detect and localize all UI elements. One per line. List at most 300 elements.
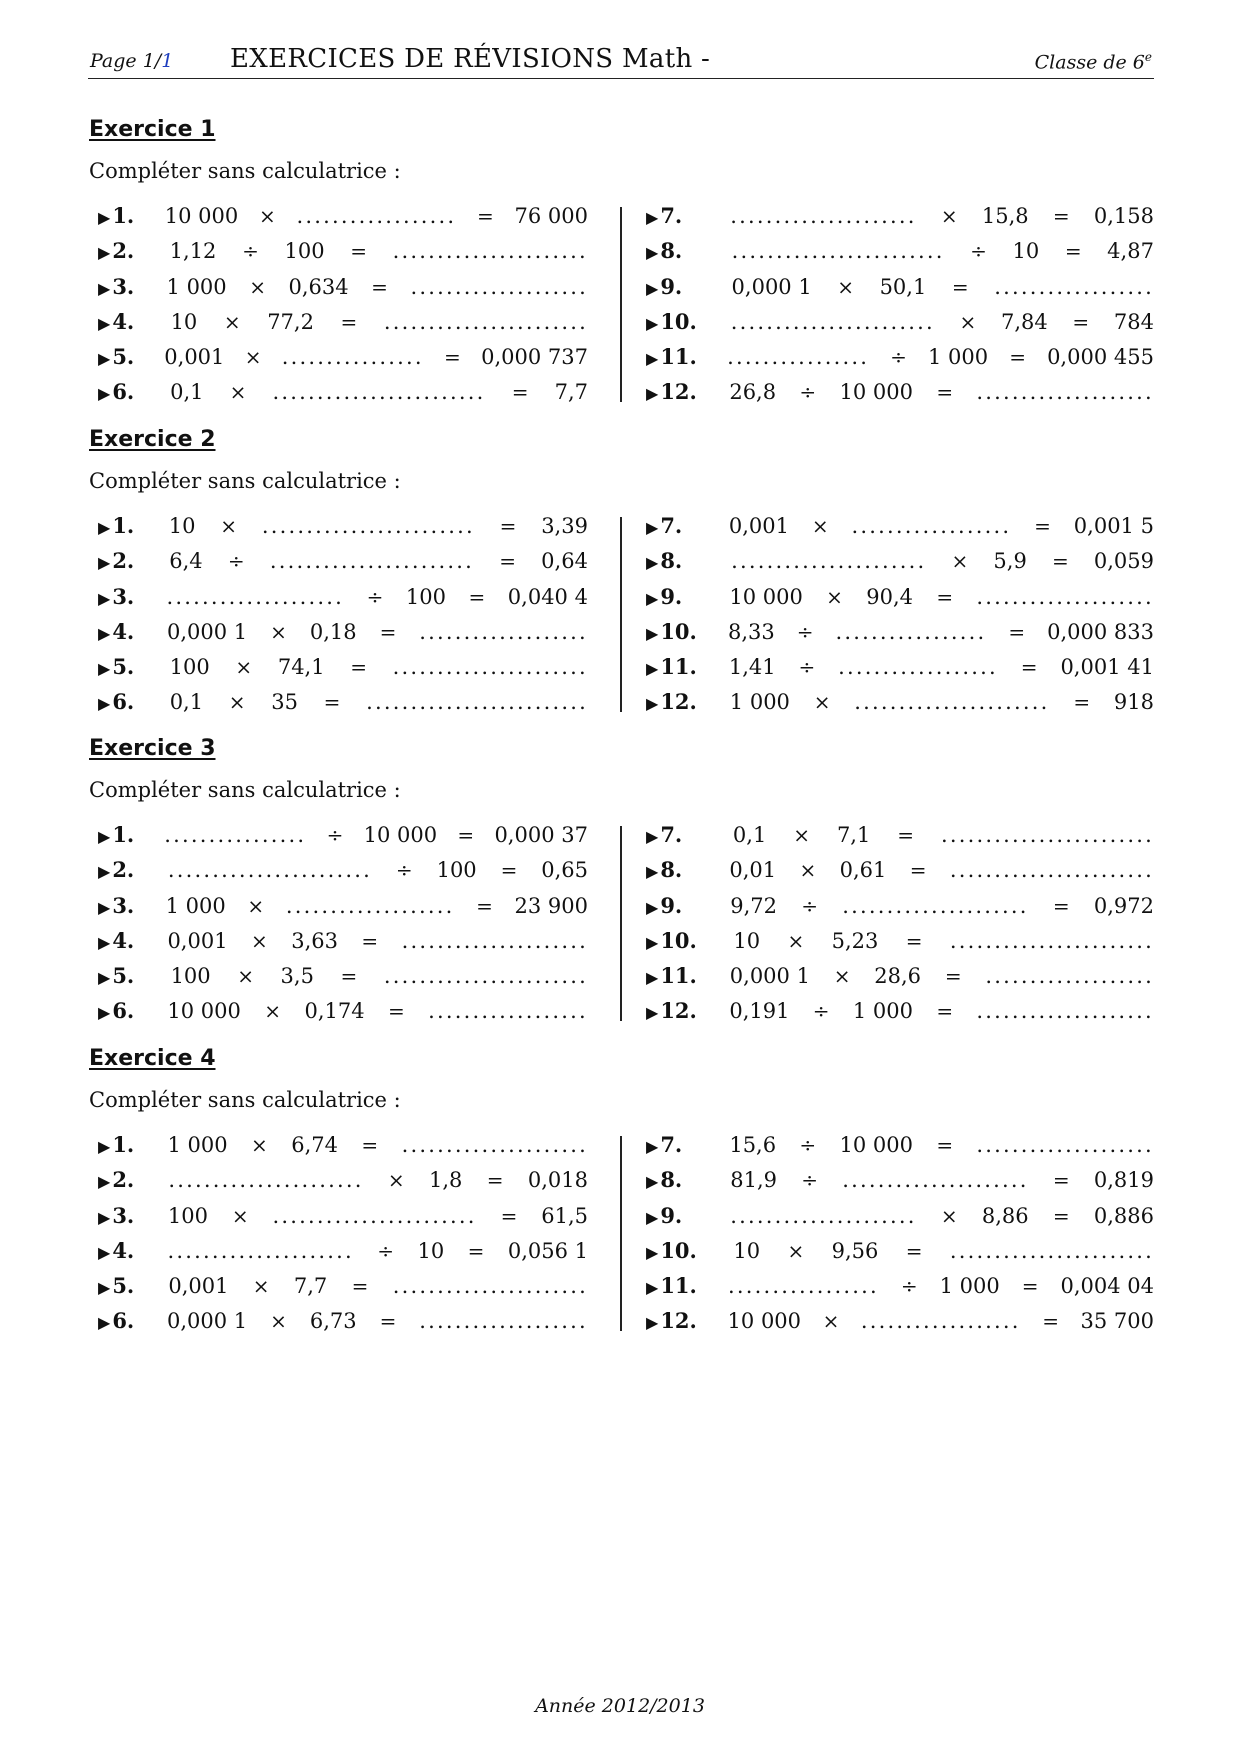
operand-a: 10 (733, 1238, 761, 1263)
operand-a: 1 000 (166, 274, 227, 299)
triangle-bullet-icon: ▶ (646, 862, 659, 882)
exercise-3 (88, 736, 1154, 1066)
triangle-bullet-icon: ▶ (98, 897, 111, 917)
equals-sign: = (1034, 514, 1051, 538)
page-total-link[interactable]: 1 (161, 50, 174, 72)
blank-answer: ........................ (261, 514, 475, 538)
blank-answer: ................ (281, 345, 424, 370)
item-number (646, 654, 706, 679)
operand-a: 1 000 (729, 690, 790, 715)
blank-answer: .................. (428, 999, 588, 1024)
equals-sign: = (1009, 345, 1026, 370)
item-number-text: 10. (660, 308, 697, 334)
triangle-bullet-icon: ▶ (646, 243, 659, 263)
result: 61,5 (541, 1203, 588, 1228)
item-number-text: 7. (660, 822, 683, 847)
operand-b: 1 000 (852, 999, 913, 1024)
operator: ÷ (798, 655, 816, 680)
item-number-text: 9. (660, 1202, 683, 1228)
item-number (646, 584, 706, 609)
item-number (98, 893, 144, 918)
operator: × (249, 274, 266, 299)
operator: × (244, 345, 262, 370)
equals-sign: = (323, 690, 341, 715)
exercise-item (646, 893, 1154, 928)
blank-answer: ....................... (383, 309, 588, 334)
item-number (98, 619, 144, 644)
exercise-item (98, 513, 588, 548)
operator: × (258, 204, 276, 228)
left-column (98, 203, 588, 419)
equals-sign: = (951, 274, 969, 299)
operand-a: 0,000 1 (166, 1309, 248, 1334)
blank-answer: ...................... (392, 1274, 588, 1299)
operator: ÷ (395, 858, 413, 883)
result: 0,158 (1093, 204, 1154, 228)
triangle-bullet-icon: ▶ (98, 278, 111, 298)
triangle-bullet-icon: ▶ (98, 1137, 111, 1156)
blank-answer: ........................ (272, 380, 486, 405)
exercise-item (646, 928, 1154, 963)
result: 0,000 833 (1047, 619, 1154, 644)
item-number (646, 309, 706, 334)
blank-answer: ....................... (269, 549, 474, 574)
item-number-text: 4. (112, 308, 135, 334)
item-number-text: 5. (112, 1273, 135, 1299)
equals-sign: = (1052, 1203, 1070, 1228)
item-number (98, 654, 144, 679)
blank-answer: ...................... (168, 1168, 364, 1193)
column-divider (620, 207, 622, 402)
item-number-text: 9. (660, 892, 683, 918)
item-number-text: 8. (660, 548, 683, 574)
item-number-text: 4. (112, 1237, 135, 1263)
exercise-item (98, 1132, 588, 1167)
item-number-text: 12. (660, 1308, 697, 1334)
item-number-text: 3. (112, 583, 135, 609)
triangle-bullet-icon: ▶ (98, 553, 111, 573)
operand-a: 1 000 (167, 1133, 228, 1157)
exercise-item (646, 379, 1154, 414)
item-number-text: 2. (112, 1167, 135, 1193)
item-number-text: 1. (112, 513, 135, 538)
operand-b: 6,74 (291, 1133, 338, 1157)
operand-b: 35 (271, 690, 298, 715)
triangle-bullet-icon: ▶ (98, 588, 111, 608)
result: 0,886 (1093, 1203, 1154, 1228)
equals-sign: = (909, 858, 927, 883)
operand-a: 0,01 (729, 858, 777, 883)
triangle-bullet-icon: ▶ (646, 1172, 659, 1192)
operator: × (228, 690, 246, 715)
equals-sign: = (1052, 893, 1070, 918)
operator: ÷ (801, 893, 818, 918)
operand-b: 5,23 (831, 928, 879, 953)
exercise-title: Exercice 2 (89, 427, 216, 452)
operator: × (270, 1309, 287, 1334)
item-number (646, 619, 706, 644)
exercise-item (98, 619, 588, 654)
operand-b: 77,2 (267, 309, 314, 334)
operand-b: 7,84 (1000, 309, 1048, 334)
exercise-instruction: Compléter sans calculatrice : (89, 1088, 401, 1112)
operand-a: 1,41 (728, 655, 776, 680)
equals-sign: = (1051, 549, 1069, 574)
exercise-item (98, 893, 588, 928)
operand-b: 0,174 (304, 999, 365, 1024)
result: 0,000 737 (481, 345, 588, 370)
blank-answer: ...................... (854, 690, 1050, 715)
triangle-bullet-icon: ▶ (646, 932, 659, 952)
class-label (1035, 50, 1152, 73)
equals-sign: = (936, 584, 954, 609)
item-number-text: 12. (660, 379, 697, 405)
exercise-item (98, 1308, 588, 1343)
blank-answer: ..................... (730, 1203, 917, 1228)
blank-answer: .................. (851, 514, 1012, 538)
equals-sign: = (467, 1238, 485, 1263)
result: 0,001 41 (1060, 655, 1154, 680)
operator: ÷ (366, 584, 384, 609)
equals-sign: = (340, 309, 358, 334)
blank-answer: ..................... (167, 1238, 354, 1263)
item-number-text: 9. (660, 583, 683, 609)
result: 0,018 (527, 1168, 588, 1193)
operand-a: 10 000 (164, 204, 239, 228)
triangle-bullet-icon: ▶ (98, 694, 111, 714)
equals-sign: = (476, 204, 494, 228)
item-number (646, 1308, 706, 1333)
blank-answer: .................. (994, 274, 1154, 299)
equals-sign: = (1052, 1168, 1070, 1193)
blank-answer: .................... (976, 584, 1154, 609)
operand-a: 10 000 (167, 999, 241, 1024)
exercise-item (646, 1167, 1154, 1202)
operator: ÷ (801, 1168, 818, 1193)
result: 23 900 (514, 893, 588, 918)
triangle-bullet-icon: ▶ (646, 588, 659, 608)
result: 76 000 (514, 204, 588, 228)
exercise-item (98, 203, 588, 238)
exercise-item (98, 309, 588, 344)
result: 35 700 (1080, 1309, 1154, 1334)
operator: × (237, 964, 254, 989)
triangle-bullet-icon: ▶ (646, 1313, 659, 1333)
result: 0,972 (1093, 893, 1154, 918)
exercise-4 (88, 1046, 1154, 1376)
equals-sign: = (1020, 655, 1038, 680)
operand-a: 10 (170, 309, 198, 334)
operator: ÷ (900, 1274, 918, 1299)
equals-sign: = (361, 1133, 379, 1157)
equals-sign: = (499, 514, 517, 538)
equals-sign: = (936, 380, 954, 405)
operand-a: 0,000 1 (166, 619, 248, 644)
exercise-item (646, 998, 1154, 1033)
equals-sign: = (1073, 690, 1091, 715)
exercise-item (98, 238, 588, 273)
column-divider (620, 1136, 622, 1331)
blank-answer: ..................... (730, 204, 917, 228)
operator: × (822, 1309, 840, 1334)
page-header (88, 42, 1154, 79)
item-number (646, 857, 706, 882)
item-number-text: 7. (660, 203, 683, 228)
blank-answer: ................... (285, 893, 455, 918)
operand-a: 1,12 (169, 239, 217, 264)
operand-a: 26,8 (729, 380, 777, 405)
item-number-text: 2. (112, 548, 135, 574)
operand-a: 100 (170, 964, 211, 989)
blank-answer: .................... (976, 1133, 1154, 1157)
blank-answer: .................. (296, 204, 457, 228)
operator: × (837, 274, 855, 299)
operator: × (220, 514, 238, 538)
item-number-text: 6. (112, 998, 135, 1024)
left-column (98, 1132, 588, 1348)
operand-a: 100 (167, 1203, 208, 1228)
blank-answer: ....................... (167, 858, 373, 883)
equals-sign: = (936, 999, 954, 1024)
triangle-bullet-icon: ▶ (98, 623, 111, 643)
equals-sign: = (905, 1238, 923, 1263)
operand-a: 0,1 (732, 823, 767, 847)
blank-answer: ................. (835, 619, 987, 644)
blank-answer: .................. (838, 655, 998, 680)
exercise-item (646, 689, 1154, 724)
item-number-text: 10. (660, 927, 697, 953)
blank-answer: ..................... (401, 1133, 588, 1157)
blank-answer: ....................... (272, 1203, 477, 1228)
triangle-bullet-icon: ▶ (646, 827, 659, 846)
exercise-item (98, 274, 588, 309)
operator: × (940, 1203, 958, 1228)
operand-b: 50,1 (879, 274, 927, 299)
operator: × (264, 999, 282, 1024)
item-number (98, 822, 144, 847)
exercise-item (646, 619, 1154, 654)
class-text: Classe de 6 (1034, 51, 1145, 74)
operand-a: 0,001 (164, 345, 225, 370)
exercise-item (646, 1238, 1154, 1273)
operand-b: 100 (405, 584, 446, 609)
operator: × (270, 619, 287, 644)
exercise-item (646, 654, 1154, 689)
result: 4,87 (1107, 239, 1154, 264)
operator: × (251, 928, 268, 953)
left-column (98, 822, 588, 1038)
triangle-bullet-icon: ▶ (98, 1278, 111, 1298)
blank-answer: ................... (419, 619, 588, 644)
item-number (98, 689, 144, 714)
operand-b: 10 (1012, 239, 1040, 264)
operand-b: 100 (284, 239, 325, 264)
result: 7,7 (554, 380, 588, 405)
right-column (646, 203, 1154, 419)
page-label: Page 1/ (90, 50, 162, 72)
operator: × (252, 1274, 270, 1299)
operand-b: 10 000 (363, 823, 438, 847)
operand-b: 10 000 (839, 1133, 913, 1157)
exercise-item (646, 584, 1154, 619)
exercise-item (646, 513, 1154, 548)
class-superscript: e (1144, 50, 1152, 64)
item-number (98, 238, 144, 263)
exercise-item (98, 689, 588, 724)
exercise-item (98, 822, 588, 857)
exercise-item (646, 1203, 1154, 1238)
exercise-item (646, 309, 1154, 344)
operator: × (787, 928, 805, 953)
blank-answer: ....................... (949, 928, 1154, 953)
operand-a: 9,72 (730, 893, 777, 918)
blank-answer: ....................... (949, 1238, 1154, 1263)
equals-sign: = (388, 999, 405, 1024)
right-column (646, 513, 1154, 729)
equals-sign: = (500, 1203, 518, 1228)
blank-answer: ........................ (731, 239, 945, 264)
item-number (646, 274, 706, 299)
column-divider (620, 826, 622, 1021)
equals-sign: = (936, 1133, 954, 1157)
blank-answer: ...................... (731, 549, 927, 574)
triangle-bullet-icon: ▶ (646, 1242, 659, 1262)
item-number (98, 857, 144, 882)
item-number-text: 8. (660, 238, 683, 264)
operand-a: 8,33 (727, 619, 775, 644)
item-number-text: 10. (660, 1237, 697, 1263)
operator: × (231, 1203, 249, 1228)
operator: ÷ (326, 823, 344, 847)
item-number (646, 1167, 706, 1192)
operator: × (229, 380, 247, 405)
operand-b: 8,86 (981, 1203, 1029, 1228)
item-number (646, 344, 706, 369)
operand-a: 0,1 (170, 380, 204, 405)
document-title: EXERCICES DE RÉVISIONS Math - (230, 44, 711, 74)
operator: ÷ (890, 345, 907, 370)
operand-b: 0,18 (309, 619, 357, 644)
equals-sign: = (1021, 1274, 1039, 1299)
item-number (646, 379, 706, 404)
equals-sign: = (361, 928, 379, 953)
blank-answer: .................... (410, 274, 588, 299)
blank-answer: ...................... (392, 655, 588, 680)
item-number (98, 203, 144, 228)
triangle-bullet-icon: ▶ (646, 313, 659, 333)
item-number-text: 11. (660, 344, 697, 370)
result: 784 (1113, 309, 1154, 334)
exercise-item (646, 822, 1154, 857)
exercise-item (98, 1167, 588, 1202)
operand-b: 5,9 (993, 549, 1027, 574)
operand-b: 1,8 (429, 1168, 463, 1193)
operand-a: 10 (168, 514, 196, 538)
item-number-text: 4. (112, 618, 135, 644)
item-number-text: 11. (660, 963, 697, 989)
item-number (646, 928, 706, 953)
triangle-bullet-icon: ▶ (98, 968, 111, 988)
exercise-item (98, 654, 588, 689)
operand-b: 10 (417, 1238, 445, 1263)
exercise-instruction: Compléter sans calculatrice : (89, 469, 401, 493)
left-column (98, 513, 588, 729)
item-number-text: 5. (112, 654, 135, 680)
triangle-bullet-icon: ▶ (646, 1278, 659, 1298)
equals-sign: = (457, 823, 475, 847)
operator: ÷ (242, 239, 259, 264)
equals-sign: = (468, 584, 486, 609)
exercise-item (646, 1308, 1154, 1343)
item-number (646, 689, 706, 714)
item-number-text: 2. (112, 857, 135, 883)
item-number-text: 1. (112, 203, 135, 228)
operator: ÷ (799, 380, 817, 405)
item-number-text: 1. (112, 1132, 135, 1157)
item-number (98, 1308, 144, 1333)
blank-answer: ......................... (366, 690, 588, 715)
item-number-text: 6. (112, 689, 135, 715)
operand-a: 6,4 (169, 549, 203, 574)
operator: × (959, 309, 977, 334)
item-number-text: 5. (112, 963, 135, 989)
operator: × (833, 964, 851, 989)
equals-sign: = (476, 893, 493, 918)
exercise-item (98, 548, 588, 583)
operator: ÷ (970, 239, 987, 264)
triangle-bullet-icon: ▶ (98, 384, 111, 404)
operand-b: 3,5 (280, 964, 314, 989)
operator: × (235, 655, 253, 680)
operand-b: 0,634 (288, 274, 349, 299)
blank-answer: ....................... (949, 858, 1154, 883)
blank-answer: ................. (727, 1274, 879, 1299)
operand-a: 15,6 (729, 1133, 777, 1157)
equals-sign: = (350, 239, 368, 264)
blank-answer: ..................... (842, 1168, 1029, 1193)
operand-a: 1 000 (165, 893, 226, 918)
item-number (646, 203, 706, 228)
equals-sign: = (340, 964, 358, 989)
result: 0,001 5 (1073, 514, 1154, 538)
triangle-bullet-icon: ▶ (98, 1207, 111, 1227)
equals-sign: = (371, 274, 388, 299)
triangle-bullet-icon: ▶ (98, 1313, 111, 1333)
exercise-item (646, 344, 1154, 379)
blank-answer: .................... (976, 999, 1154, 1024)
operand-a: 10 000 (727, 1309, 802, 1334)
triangle-bullet-icon: ▶ (98, 659, 111, 679)
blank-answer: ..................... (842, 893, 1029, 918)
exercise-1 (88, 117, 1154, 447)
exercise-item (98, 379, 588, 414)
exercise-item (98, 998, 588, 1033)
item-number-text: 1. (112, 822, 135, 847)
operand-a: 0,001 (167, 928, 228, 953)
operator: × (811, 514, 829, 538)
item-number (98, 928, 144, 953)
item-number (98, 344, 144, 369)
triangle-bullet-icon: ▶ (646, 384, 659, 404)
blank-answer: ........................ (940, 823, 1154, 847)
blank-answer: .................. (860, 1309, 1021, 1334)
operand-a: 0,001 (168, 1274, 229, 1299)
right-column (646, 1132, 1154, 1348)
exercise-item (98, 1203, 588, 1238)
triangle-bullet-icon: ▶ (98, 1172, 111, 1192)
triangle-bullet-icon: ▶ (646, 1137, 659, 1156)
operator: ÷ (812, 999, 830, 1024)
